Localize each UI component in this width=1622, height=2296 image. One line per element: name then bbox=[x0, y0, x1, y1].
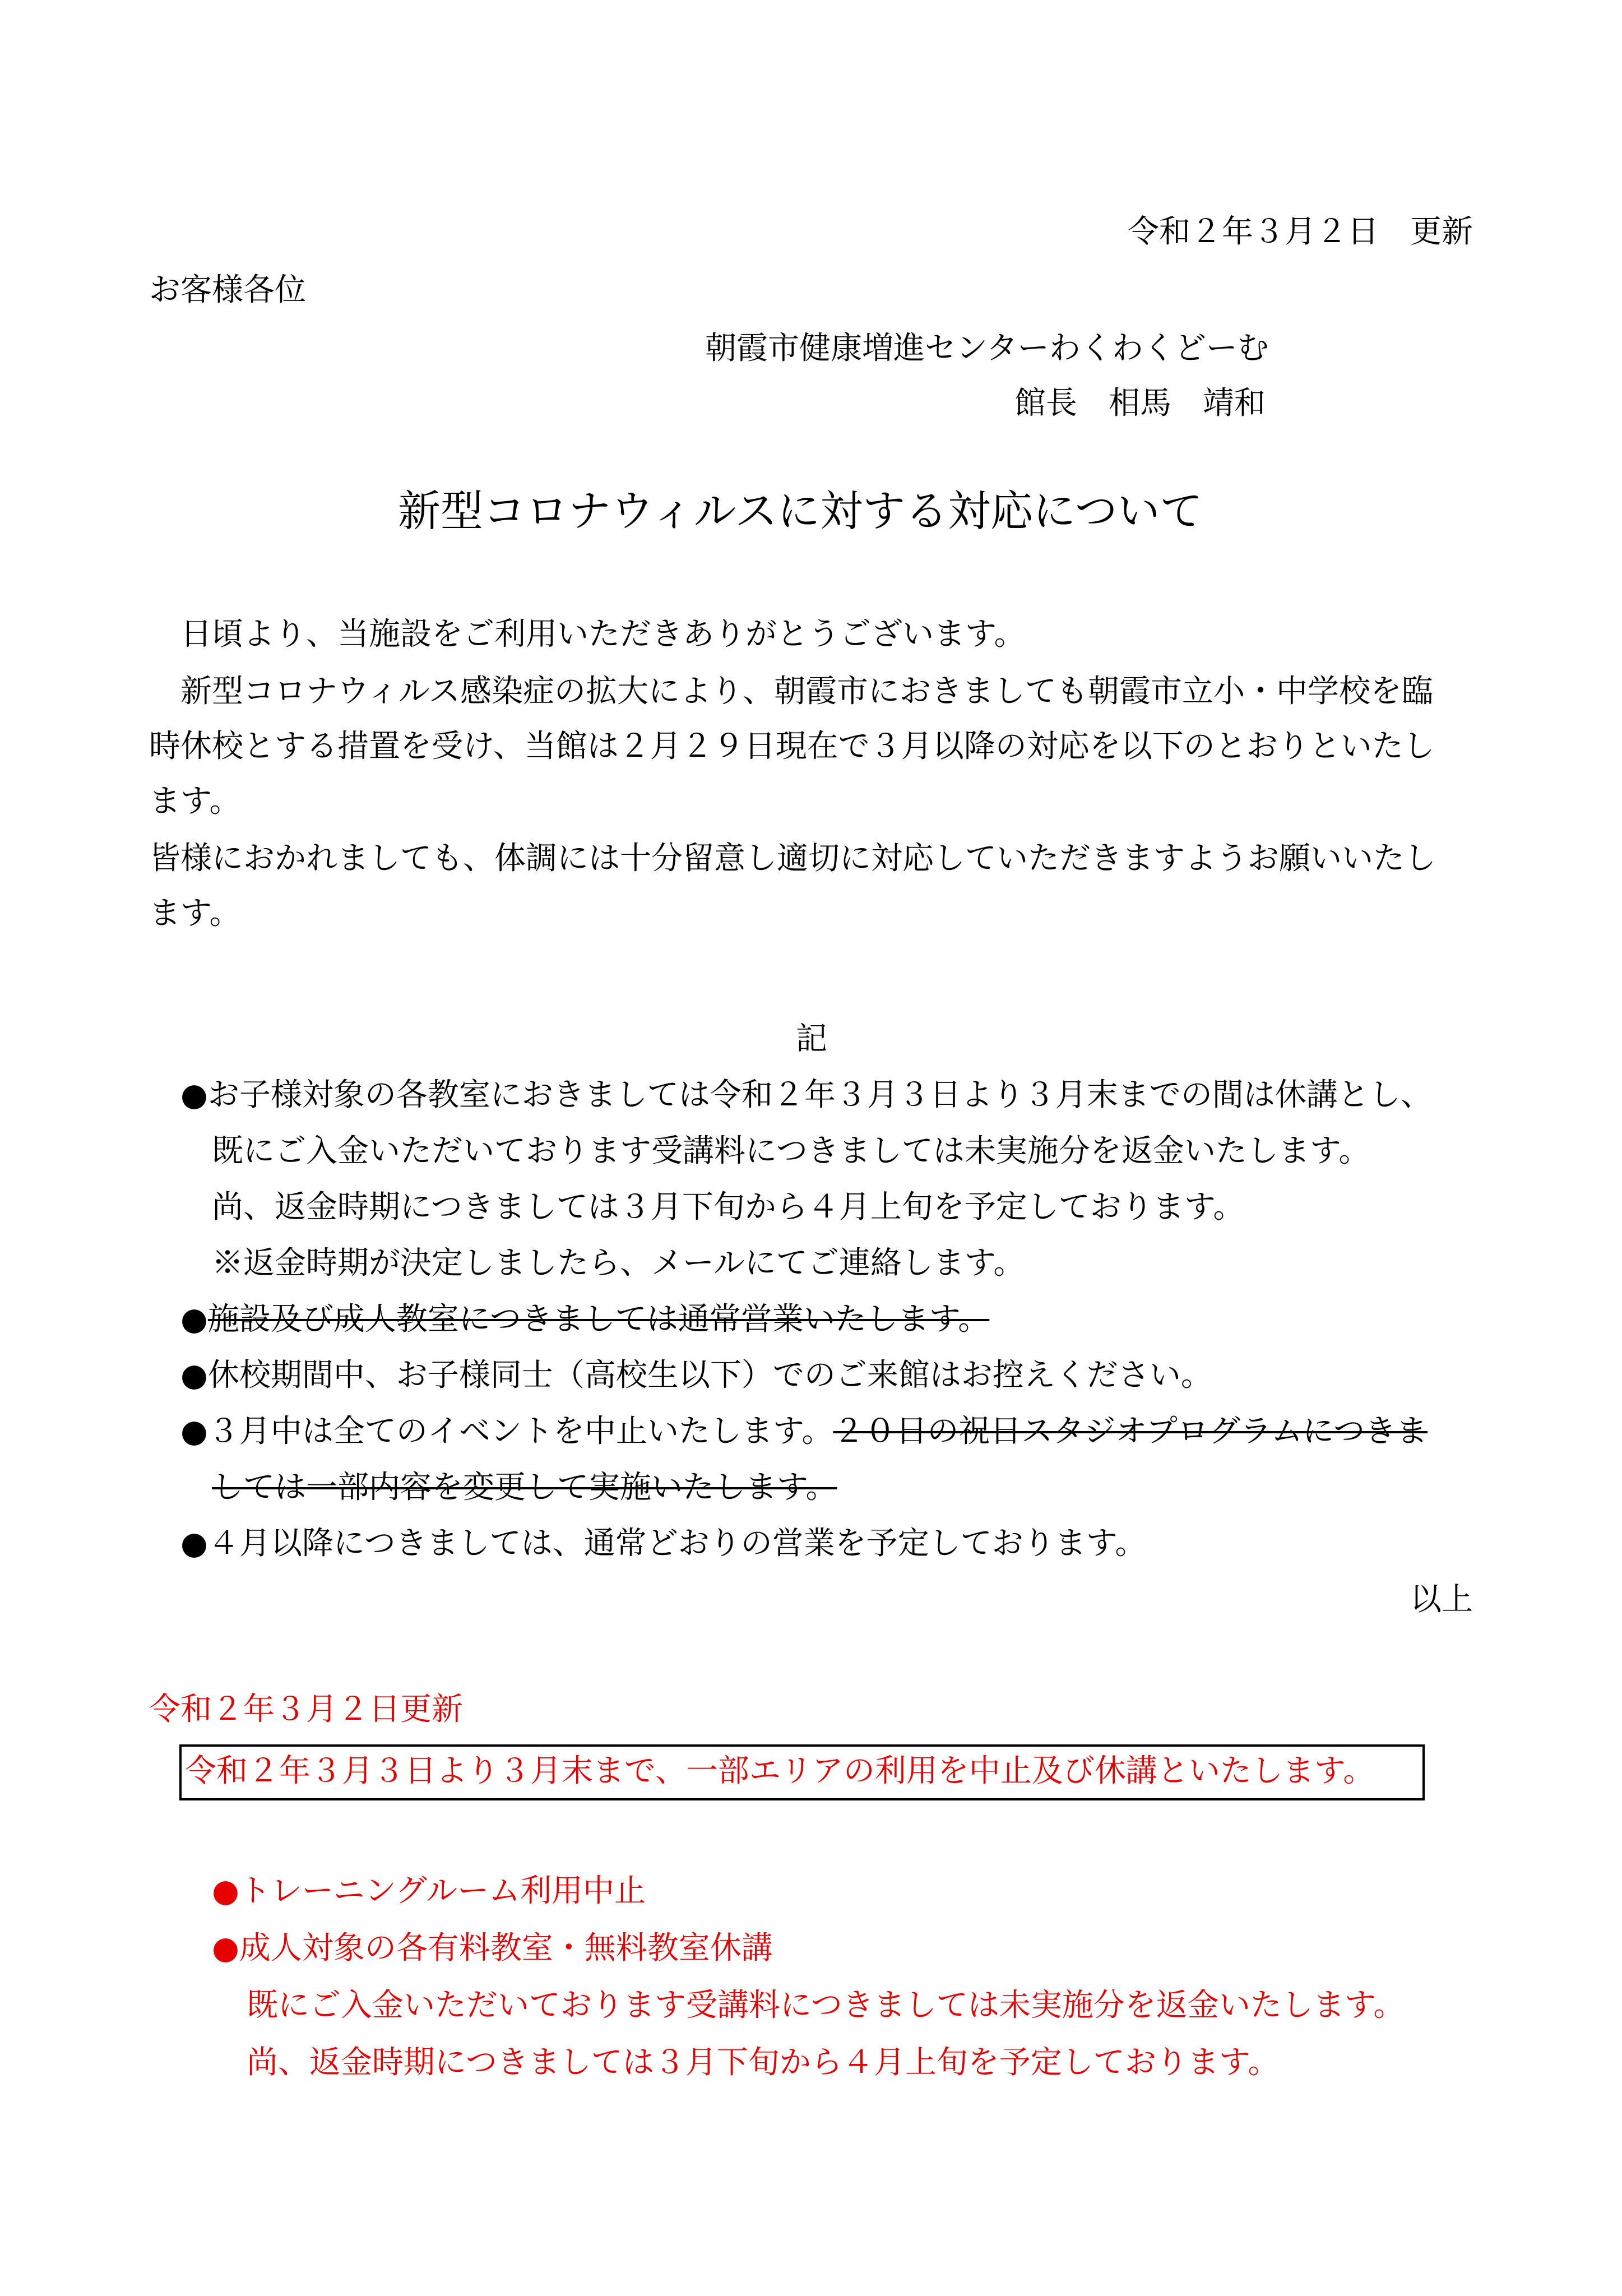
update-heading: 令和２年３月２日更新 bbox=[149, 1691, 463, 1728]
list-item-3-text: 休校期間中、お子様同士（高校生以下）でのご来館はお控えください。 bbox=[207, 1357, 1212, 1394]
list-item-4-struck-text-2: しては一部内容を変更して実施いたします。 bbox=[212, 1469, 837, 1506]
addressee: お客様各位 bbox=[149, 272, 306, 308]
ki-heading: 記 bbox=[796, 1021, 827, 1057]
update-item-1 bbox=[212, 1869, 646, 1914]
update-item-2-line-3: 尚、返金時期につきましては３月下旬から４月上旬を予定しております。 bbox=[247, 2044, 1280, 2081]
list-item-3 bbox=[180, 1353, 1212, 1398]
body-paragraph-2-line-2: 時休校とする措置を受け、当館は２月２９日現在で３月以降の対応を以下のとおりといたし bbox=[149, 728, 1435, 765]
bullet-icon: ● bbox=[180, 1413, 208, 1450]
list-item-1-line-2: 既にご入金いただいております受講料につきましては未実施分を返金いたします。 bbox=[212, 1133, 1370, 1169]
body-paragraph-3-line-2: ます。 bbox=[149, 895, 241, 932]
body-paragraph-3-line-1: 皆様におかれましても、体調には十分留意し適切に対応していただきますようお願いいたし bbox=[149, 840, 1436, 877]
list-item-2-struck-text: 施設及び成人教室につきましては通常営業いたします。 bbox=[207, 1301, 990, 1337]
bullet-icon: ● bbox=[180, 1525, 208, 1562]
update-date: 令和２年３月２日 更新 bbox=[1128, 214, 1473, 250]
list-item-5 bbox=[180, 1521, 1146, 1566]
bullet-icon: ● bbox=[212, 1930, 239, 1966]
notice-box-text: 令和２年３月３日より３月末まで、一部エリアの利用を中止及び休講といたします。 bbox=[185, 1753, 1375, 1789]
page-title: 新型コロナウィルスに対する対応について bbox=[398, 486, 1203, 536]
list-item-1-text: お子様対象の各教室におきましては令和２年３月３日より３月末までの間は休講とし、 bbox=[207, 1077, 1432, 1113]
update-item-2-text: 成人対象の各有料教室・無料教室休講 bbox=[239, 1930, 773, 1966]
list-item-1-line-3: 尚、返金時期につきましては３月下旬から４月上旬を予定しております。 bbox=[212, 1189, 1245, 1225]
body-paragraph-2-line-3: ます。 bbox=[149, 783, 241, 820]
director-name: 館長 相馬 靖和 bbox=[1014, 385, 1266, 422]
list-item-4-struck-text: ２０日の祝日スタジオプログラムにつきま bbox=[833, 1413, 1428, 1450]
bullet-icon: ● bbox=[212, 1873, 239, 1909]
list-item-4 bbox=[180, 1409, 1428, 1454]
closing-ijo: 以上 bbox=[1410, 1581, 1473, 1618]
update-item-2-line-2: 既にご入金いただいております受講料につきましては未実施分を返金いたします。 bbox=[247, 1987, 1405, 2024]
list-item-1-line-4: ※返金時期が決定しましたら、メールにてご連絡します。 bbox=[212, 1245, 1025, 1281]
list-item-4-text: ３月中は全てのイベントを中止いたします。 bbox=[207, 1413, 833, 1450]
organization-name: 朝霞市健康増進センターわくわくどーむ bbox=[705, 330, 1269, 367]
list-item-1 bbox=[180, 1073, 1432, 1118]
bullet-icon: ● bbox=[180, 1077, 208, 1113]
bullet-icon: ● bbox=[180, 1301, 208, 1337]
update-item-1-text: トレーニングルーム利用中止 bbox=[239, 1873, 646, 1909]
body-paragraph-2-line-1: 新型コロナウィルス感染症の拡大により、朝霞市におきましても朝霞市立小・中学校を臨 bbox=[180, 673, 1433, 710]
list-item-2 bbox=[180, 1297, 989, 1342]
body-paragraph-1: 日頃より、当施設をご利用いただきありがとうございます。 bbox=[180, 616, 1026, 652]
list-item-4-line-2 bbox=[212, 1465, 837, 1510]
bullet-icon: ● bbox=[180, 1357, 208, 1394]
list-item-5-text: ４月以降につきましては、通常どおりの営業を予定しております。 bbox=[207, 1525, 1147, 1562]
update-item-2 bbox=[212, 1926, 773, 1971]
